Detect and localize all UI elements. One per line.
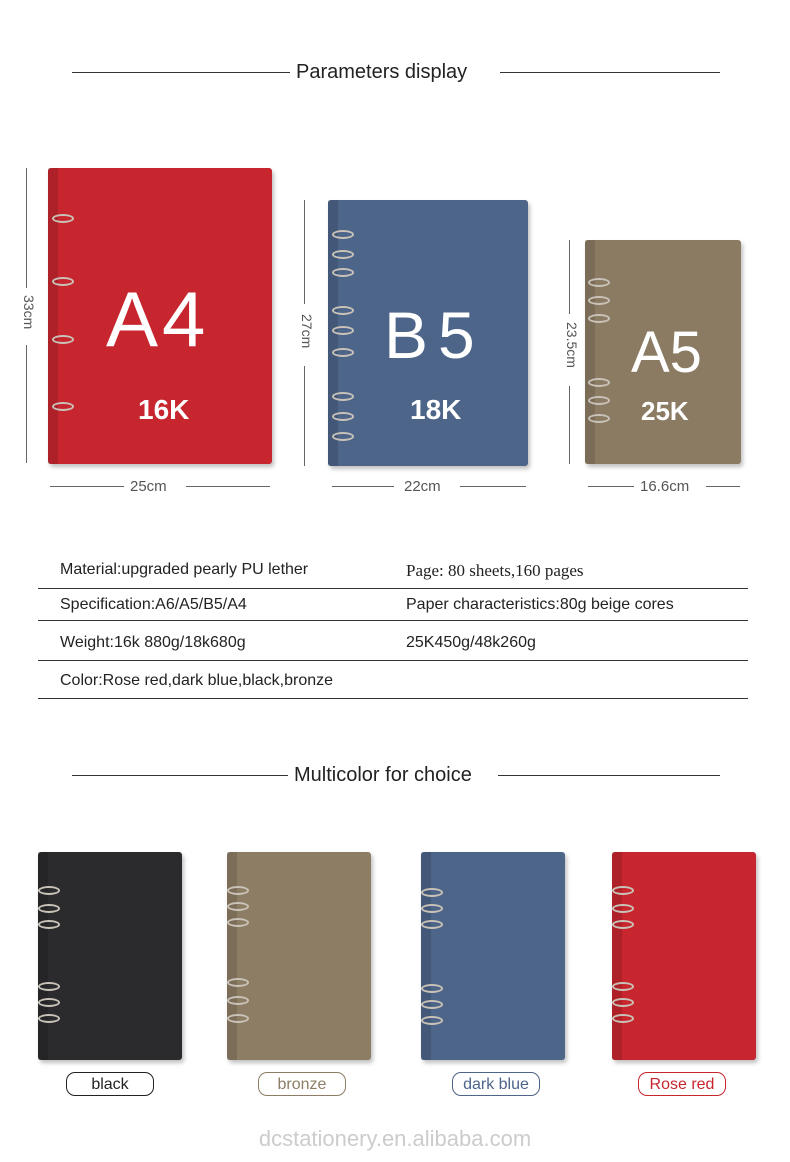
height-label-a4: 33cm [21,295,37,330]
spine [612,852,622,1060]
width-line-b5-right [460,486,526,487]
height-line-b5 [304,200,305,304]
notebook-a4 [48,168,272,464]
color-option-dark-blue[interactable]: dark blue [452,1072,540,1096]
ring-icon [332,250,354,259]
k-label-a5: 25K [641,396,689,426]
ring-icon [612,982,634,991]
divider-right-2 [498,775,720,776]
k-label-a4: 16K [138,394,190,425]
format-label-a4: A4 [106,275,210,363]
ring-icon [38,1014,60,1023]
height-line-a4-bottom [26,345,27,463]
ring-icon [612,1014,634,1023]
spine [421,852,431,1060]
ring-icon [421,1016,443,1025]
ring-icon [332,348,354,357]
spec-row-material [38,552,748,589]
spec-weight-left: Weight:16k 880g/18k680g [60,634,246,651]
ring-icon [421,904,443,913]
ring-icon [38,982,60,991]
ring-icon [588,314,610,323]
ring-icon [612,920,634,929]
ring-icon [52,335,74,344]
divider-right [500,72,720,73]
ring-icon [38,904,60,913]
ring-icon [332,392,354,401]
spec-weight-right: 25K450g/48k260g [406,634,536,651]
multicolor-title: Multicolor for choice [294,764,472,786]
spine [227,852,237,1060]
ring-icon [227,996,249,1005]
spec-page: Page: 80 sheets,160 pages [406,561,584,580]
notebook-dark-blue [421,852,565,1060]
ring-icon [52,214,74,223]
parameters-title: Parameters display [296,61,468,83]
ring-icon [332,268,354,277]
ring-icon [38,920,60,929]
height-line-a4 [26,168,27,288]
ring-icon [421,1000,443,1009]
spec-row-weight [38,622,748,661]
color-option-rose-red[interactable]: Rose red [638,1072,726,1096]
notebook-a5 [585,240,741,464]
height-line-b5-bottom [304,366,305,466]
ring-icon [227,886,249,895]
k-label-b5: 18K [410,394,462,425]
ring-icon [612,998,634,1007]
width-label-a5: 16.6cm [640,478,690,495]
ring-icon [588,296,610,305]
width-line-a5-right [706,486,740,487]
ring-icon [421,888,443,897]
ring-icon [227,902,249,911]
notebook-bronze [227,852,371,1060]
width-label-a4: 25cm [130,478,167,495]
ring-icon [332,230,354,239]
width-label-b5: 22cm [404,478,441,495]
format-label-a5: A5 [631,320,702,385]
divider-left [72,72,290,73]
color-option-black[interactable]: black [66,1072,154,1096]
height-line-a5-bottom [569,386,570,464]
height-label-a5: 23.5cm [564,322,580,368]
ring-icon [52,277,74,286]
color-option-bronze[interactable]: bronze [258,1072,346,1096]
ring-icon [332,306,354,315]
width-line-b5-left [332,486,394,487]
spec-row-color [38,662,748,699]
height-line-a5 [569,240,570,314]
notebook-rose-red [612,852,756,1060]
spine [585,240,595,464]
watermark: dcstationery.en.alibaba.com [258,1126,532,1151]
ring-icon [227,1014,249,1023]
ring-icon [588,396,610,405]
ring-icon [612,886,634,895]
width-line-a4-left [50,486,124,487]
ring-icon [588,378,610,387]
ring-icon [588,278,610,287]
ring-icon [332,432,354,441]
divider-left-2 [72,775,288,776]
notebook-black [38,852,182,1060]
ring-icon [332,326,354,335]
ring-icon [227,918,249,927]
ring-icon [421,984,443,993]
ring-icon [38,998,60,1007]
spec-specification: Specification:A6/A5/B5/A4 [60,596,247,613]
spec-row-specification [38,588,748,621]
format-label-b5: B5 [384,298,485,372]
spec-color: Color:Rose red,dark blue,black,bronze [60,672,334,689]
spine [48,168,58,464]
spec-paper: Paper characteristics:80g beige cores [406,596,674,613]
ring-icon [588,414,610,423]
ring-icon [332,412,354,421]
ring-icon [421,920,443,929]
notebook-b5 [328,200,528,466]
ring-icon [227,978,249,987]
width-line-a5-left [588,486,634,487]
ring-icon [612,904,634,913]
ring-icon [52,402,74,411]
ring-icon [38,886,60,895]
height-label-b5: 27cm [299,314,315,349]
width-line-a4-right [186,486,270,487]
spine [38,852,48,1060]
spec-material: Material:upgraded pearly PU lether [60,561,309,578]
